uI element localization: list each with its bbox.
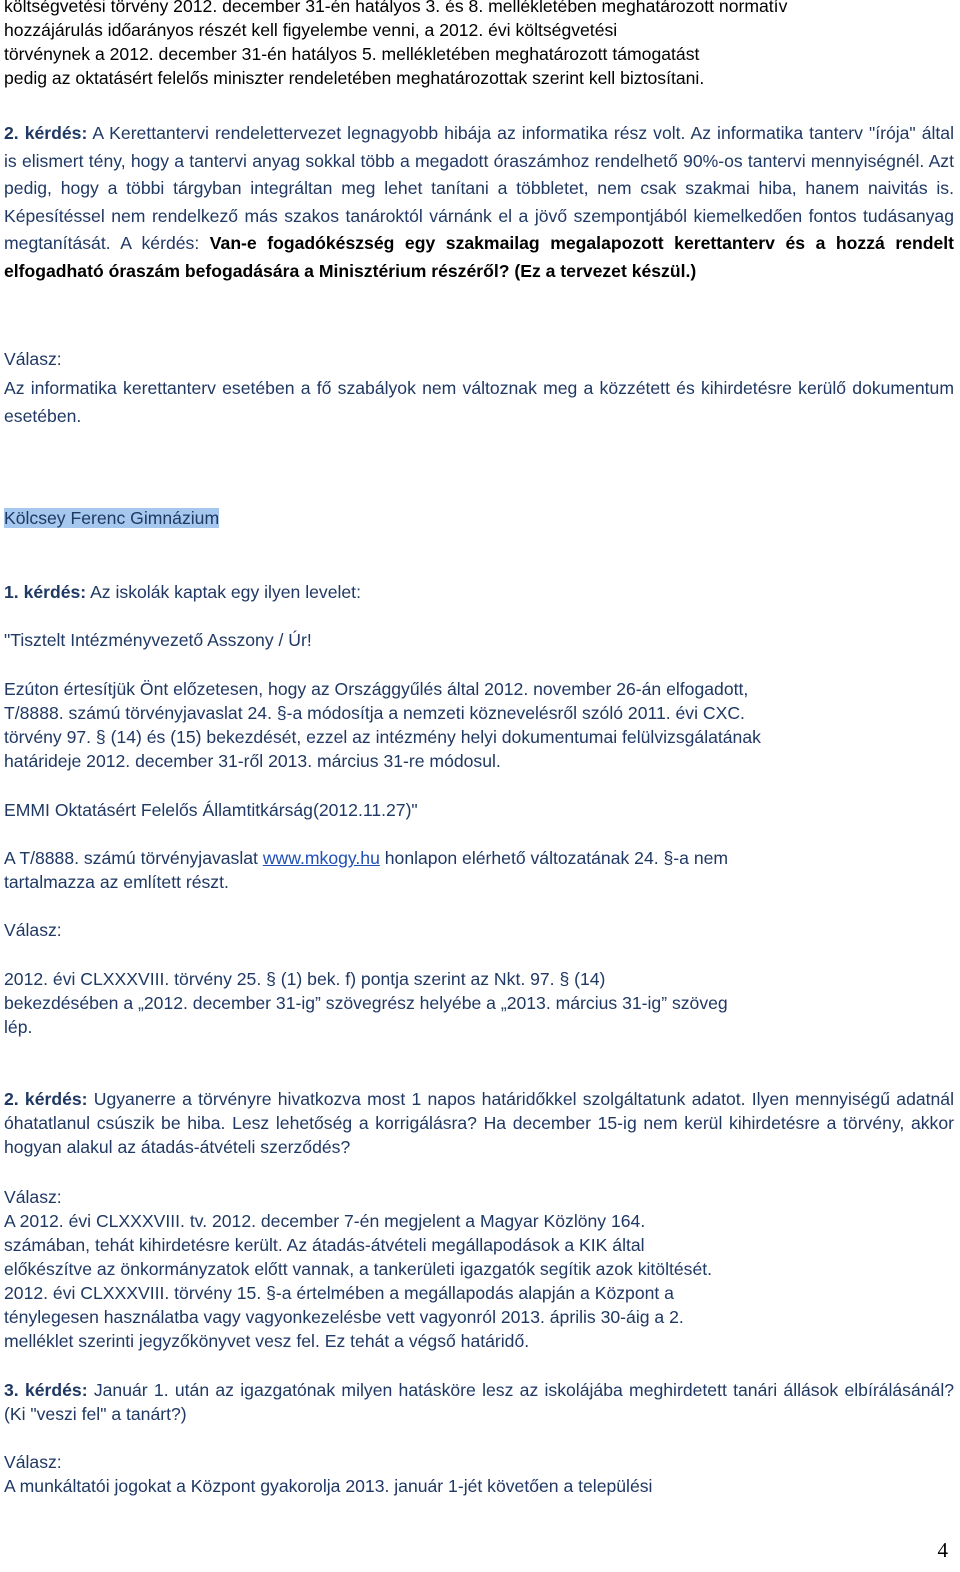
answer-line: lép.	[4, 1017, 33, 1037]
question-body: Az informatika tanterv "írója" által is elismert tény, hogy a tantervi anyag sokkal több a megadott óraszámhoz rendelhető 90%-os tantervi mennyiségnél. Azt pedig, hogy a többi tárgyban integráltan meg lehet tanítani a többletet, nem csak szakmai hiba, hanem naivitás is. Képesítéssel nem rendelkező más szakos tanároktól várnánk el a jövő szempontjából kiemelkedően fontos tudásanyag megtanítását.	[4, 123, 954, 253]
letter-signature: EMMI Oktatásért Felelős Államtitkárság(2012.11.27)"	[4, 800, 418, 820]
answer-line: A 2012. évi CLXXXVIII. tv. 2012. december 7-én megjelent a Magyar Közlöny 164.	[4, 1211, 646, 1231]
question-prefix: A kérdés:	[110, 233, 210, 253]
answer-label: Válasz:	[4, 1452, 62, 1472]
note-text: honlapon elérhető változatának 24. §-a nem	[379, 848, 729, 868]
answer-label: Válasz:	[4, 1187, 62, 1207]
question-number: 1.	[4, 582, 24, 602]
mkogy-link[interactable]: www.mkogy.hu	[262, 848, 380, 868]
answer-3: A munkáltatói jogokat a Központ gyakorolja 2013. január 1-jét követően a települési	[4, 1476, 653, 1496]
letter-body	[4, 677, 956, 773]
answer-1	[4, 967, 956, 1039]
answer-2-data	[4, 1209, 956, 1353]
question-2-informatika	[4, 120, 954, 285]
question-3	[4, 1378, 954, 1426]
school-heading	[4, 506, 219, 530]
answer-line: 2012. évi CLXXXVIII. törvény 15. §-a értelmében a megállapodás alapján a Központ a	[4, 1283, 674, 1303]
answer-line: számában, tehát kihirdetésre került. Az átadás-átvételi megállapodások a KIK által	[4, 1235, 645, 1255]
letter-line: határideje 2012. december 31-ről 2013. március 31-re módosul.	[4, 751, 501, 771]
intro-line: törvénynek a 2012. december 31-én hatályos 5. mellékletében meghatározott támogatást	[4, 44, 700, 64]
page-number: 4	[937, 1538, 948, 1562]
note-line: tartalmazza az említett részt.	[4, 872, 229, 892]
question-bold: Van-e fogadókészség egy szakmailag megalapozott kerettanterv és a hozzá rendelt elfogadható óraszám befogadására a Minisztérium részéről? (Ez a tervezet készül.)	[4, 233, 954, 281]
answer-label: Válasz:	[4, 349, 62, 369]
question-label: kérdés:	[23, 582, 87, 602]
note-text: A T/8888. számú törvényjavaslat	[4, 848, 263, 868]
question-text: Január 1. után az igazgatónak milyen hatásköre lesz az iskolájába meghirdetett tanári állások elbírálásánál? (Ki "veszi fel" a tanárt?)	[4, 1380, 955, 1424]
letter-greeting: "Tisztelt Intézményvezető Asszony / Úr!	[4, 630, 312, 650]
intro-paragraph	[4, 0, 956, 90]
answer-line: 2012. évi CLXXXVIII. törvény 25. § (1) bek. f) pontja szerint az Nkt. 97. § (14)	[4, 969, 606, 989]
letter-line: T/8888. számú törvényjavaslat 24. §-a módosítja a nemzeti köznevelésről szóló 2011. évi CXC.	[4, 703, 745, 723]
intro-line: pedig az oktatásért felelős miniszter rendeletében meghatározottak szerint kell biztosítani.	[4, 68, 705, 88]
answer-line: bekezdésében a „2012. december 31-ig” szövegrész helyébe a „2013. március 31-ig” szöveg	[4, 993, 728, 1013]
question-label: kérdés:	[24, 1380, 88, 1400]
question-label: 2. kérdés:	[4, 123, 88, 143]
answer-label: Válasz:	[4, 920, 62, 940]
question-text: Az iskolák kaptak egy ilyen levelet:	[86, 582, 361, 602]
note-line	[4, 846, 956, 870]
question-2-data	[4, 1087, 954, 1159]
intro-line: hozzájárulás időarányos részét kell figyelembe venni, a 2012. évi költségvetési	[4, 20, 618, 40]
answer-line: melléklet szerinti jegyzőkönyvet vesz fel. Ez tehát a végső határidő.	[4, 1331, 530, 1351]
question-lead: A Kerettantervi rendelettervezet legnagyobb hibája az informatika rész volt.	[87, 123, 686, 143]
answer-line: ténylegesen használatba vagy vagyonkezelésbe vett vagyonról 2013. április 30-áig a 2.	[4, 1307, 684, 1327]
question-text: Ugyanerre a törvényre hivatkozva most 1 napos határidőkkel szolgáltatunk adatot. Ilyen mennyiségű adatnál óhatatlanul csúszik be hiba. Lesz lehetőség a korrigálásra? Ha december 15-ig nem kerül kihirdetésre a törvény, akkor hogyan alakul az átadás-átvételi szerződés?	[4, 1089, 954, 1157]
question-1-note	[4, 846, 956, 894]
school-heading-text: Kölcsey Ferenc Gimnázium	[4, 508, 220, 528]
intro-line: költségvetési törvény 2012. december 31-én hatályos 3. és 8. mellékletében meghatározott normatív	[4, 0, 788, 16]
question-label: kérdés:	[24, 1089, 88, 1109]
question-number: 2.	[4, 1089, 25, 1109]
answer-2-informatika: Az informatika kerettanterv esetében a fő szabályok nem változnak meg a közzétett és kihirdetésre kerülő dokumentum esetében.	[4, 378, 954, 426]
letter-line: Ezúton értesítjük Önt előzetesen, hogy az Országgyűlés által 2012. november 26-án elfogadott,	[4, 679, 749, 699]
letter-line: törvény 97. § (14) és (15) bekezdését, ezzel az intézmény helyi dokumentumai felülvizsgálatának	[4, 727, 761, 747]
answer-line: előkészítve az önkormányzatok előtt vannak, a tankerületi igazgatók segítik azok kitöltését.	[4, 1259, 713, 1279]
question-number: 3.	[4, 1380, 25, 1400]
question-1	[4, 580, 361, 604]
